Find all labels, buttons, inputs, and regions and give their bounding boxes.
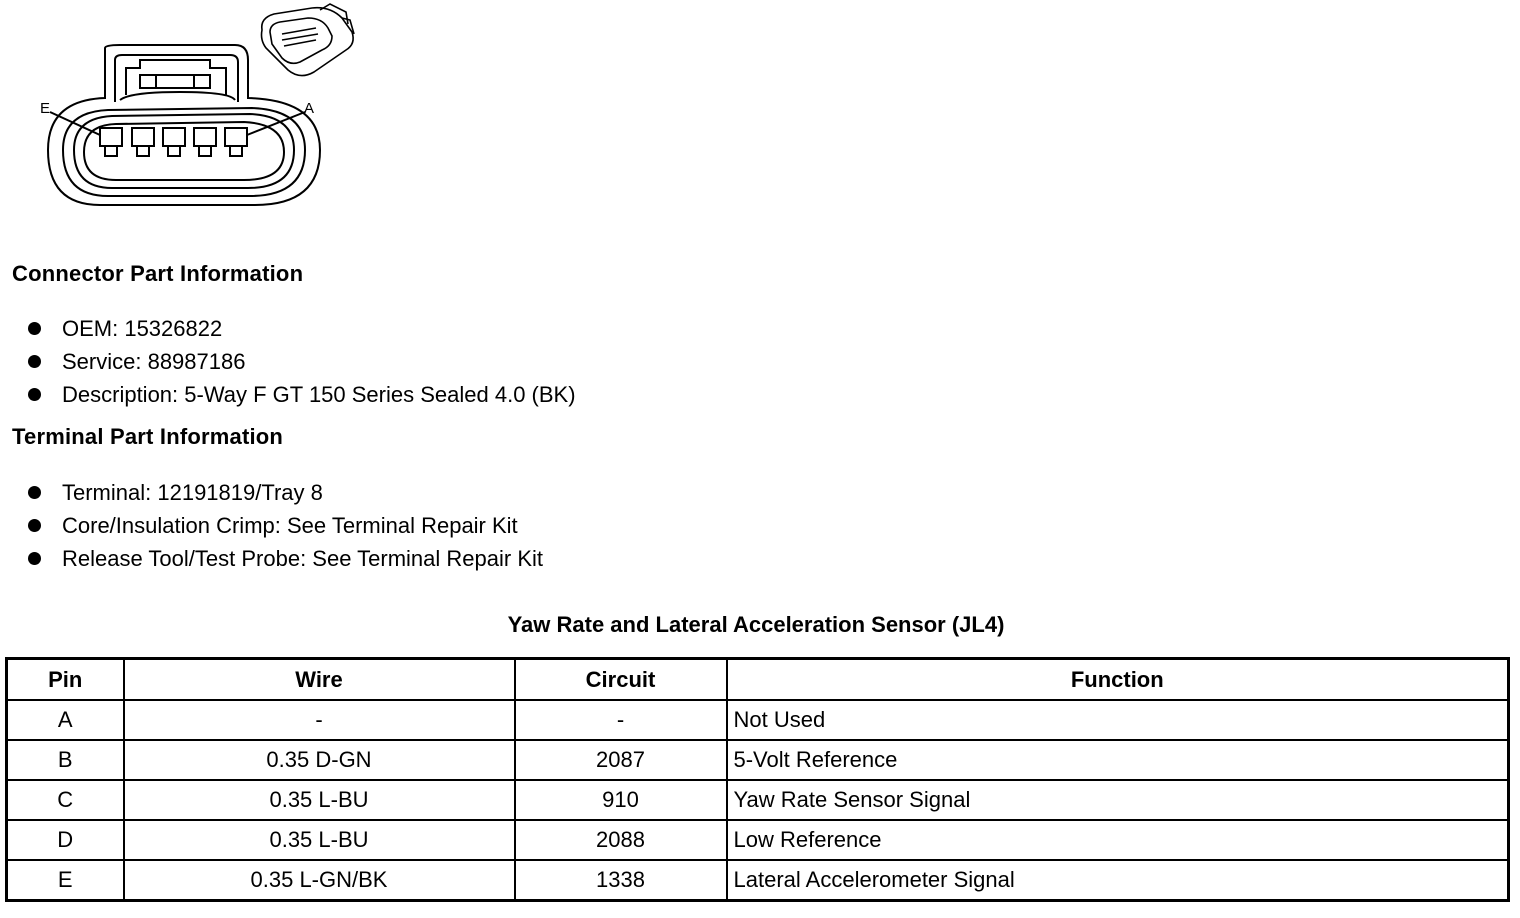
cell-function: Yaw Rate Sensor Signal bbox=[727, 780, 1509, 820]
table-row bbox=[7, 700, 1509, 740]
terminal-part-info-heading: Terminal Part Information bbox=[12, 424, 284, 449]
cell-pin: B bbox=[7, 740, 124, 780]
header-circuit: Circuit bbox=[515, 659, 727, 701]
bullet-icon bbox=[28, 388, 41, 401]
cell-wire: 0.35 L-GN/BK bbox=[124, 860, 515, 901]
list-item-text: Description: 5-Way F GT 150 Series Sealed 4.0 (BK) bbox=[62, 382, 576, 407]
cell-circuit: 2088 bbox=[515, 820, 727, 860]
cell-wire: 0.35 L-BU bbox=[124, 780, 515, 820]
terminal-cavities bbox=[100, 128, 247, 156]
cell-pin: C bbox=[7, 780, 124, 820]
table-title: Yaw Rate and Lateral Acceleration Sensor (JL4) bbox=[507, 612, 1005, 637]
pin-label-a: A bbox=[304, 100, 315, 117]
connector-part-info-list bbox=[28, 312, 576, 411]
bullet-icon bbox=[28, 355, 41, 368]
connector-diagram bbox=[30, 0, 370, 215]
bullet-icon bbox=[28, 552, 41, 565]
connector-part-info-heading: Connector Part Information bbox=[12, 261, 304, 286]
cell-circuit: 910 bbox=[515, 780, 727, 820]
cell-function: Not Used bbox=[727, 700, 1509, 740]
header-pin: Pin bbox=[7, 659, 124, 701]
bullet-icon bbox=[28, 519, 41, 532]
list-item-text: OEM: 15326822 bbox=[62, 316, 223, 341]
header-function: Function bbox=[727, 659, 1509, 701]
cell-pin: E bbox=[7, 860, 124, 901]
connector-3d-view bbox=[262, 4, 355, 76]
cell-function: 5-Volt Reference bbox=[727, 740, 1509, 780]
table-row bbox=[7, 740, 1509, 780]
pin-table bbox=[5, 657, 1510, 902]
list-item bbox=[28, 476, 543, 509]
table-row bbox=[7, 780, 1509, 820]
list-item bbox=[28, 509, 543, 542]
cell-wire: - bbox=[124, 700, 515, 740]
list-item bbox=[28, 312, 576, 345]
list-item bbox=[28, 345, 576, 378]
list-item-text: Service: 88987186 bbox=[62, 349, 246, 374]
terminal-part-info-list bbox=[28, 476, 543, 575]
cell-wire: 0.35 L-BU bbox=[124, 820, 515, 860]
cell-function: Low Reference bbox=[727, 820, 1509, 860]
cell-circuit: - bbox=[515, 700, 727, 740]
cell-circuit: 2087 bbox=[515, 740, 727, 780]
bullet-icon bbox=[28, 486, 41, 499]
header-wire: Wire bbox=[124, 659, 515, 701]
list-item-text: Terminal: 12191819/Tray 8 bbox=[62, 480, 323, 505]
cell-wire: 0.35 D-GN bbox=[124, 740, 515, 780]
table-row bbox=[7, 820, 1509, 860]
bullet-icon bbox=[28, 322, 41, 335]
list-item-text: Release Tool/Test Probe: See Terminal Repair Kit bbox=[62, 546, 543, 571]
table-row bbox=[7, 860, 1509, 901]
cell-pin: A bbox=[7, 700, 124, 740]
cell-function: Lateral Accelerometer Signal bbox=[727, 860, 1509, 901]
list-item bbox=[28, 378, 576, 411]
list-item bbox=[28, 542, 543, 575]
list-item-text: Core/Insulation Crimp: See Terminal Repair Kit bbox=[62, 513, 518, 538]
cell-pin: D bbox=[7, 820, 124, 860]
cell-circuit: 1338 bbox=[515, 860, 727, 901]
pin-label-e: E bbox=[40, 100, 51, 117]
table-header-row bbox=[7, 659, 1509, 701]
